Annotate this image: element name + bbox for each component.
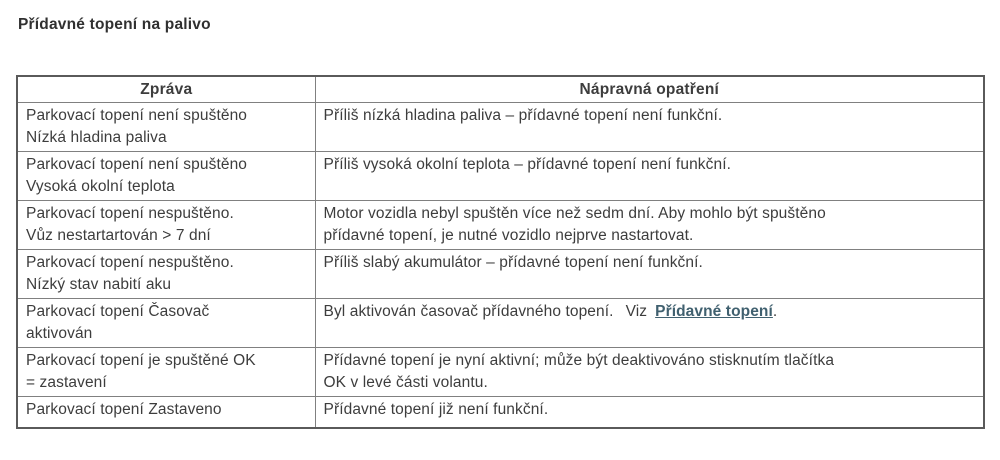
table-row [17,103,984,152]
remedy-cell [315,201,984,250]
remedy-cell [315,103,984,152]
message-cell [17,299,315,348]
message-cell [17,397,315,428]
message-line: Parkovací topení není spuštěno [26,156,248,173]
table-row [17,348,984,397]
remedy-text: Byl aktivován časovač přídavného topení. [323,303,614,320]
message-line: Parkovací topení nespuštěno. [26,205,234,222]
table-row [17,299,984,348]
remedy-cell [315,348,984,397]
message-line: Parkovací topení není spuštěno [26,107,248,124]
link-suffix: . [772,303,778,320]
message-line: Parkovací topení Zastaveno [26,401,222,418]
remedy-line [324,301,976,323]
message-cell [17,250,315,299]
remedy-line: Přídavné topení již není funkční. [323,401,549,418]
message-line: Parkovací topení Časovač [26,303,210,320]
table-row [17,250,984,299]
remedy-line: OK v levé části volantu. [323,374,488,391]
column-header-remedy: Nápravná opatření [315,76,984,103]
remedy-line: Příliš slabý akumulátor – přídavné topení není funkční. [323,254,703,271]
message-line: aktivován [26,325,93,342]
message-cell [17,348,315,397]
page-title: Přídavné topení na palivo [18,16,211,33]
remedy-cell [315,250,984,299]
table-header-row [17,76,984,103]
column-header-message: Zpráva [17,76,315,103]
table-row [17,397,984,428]
remedy-line: Motor vozidla nebyl spuštěn více než sedm dní. Aby mohlo být spuštěno [323,205,826,222]
message-cell [17,152,315,201]
remedy-cell [315,299,984,348]
remedy-line: Přídavné topení je nyní aktivní; může být deaktivováno stisknutím tlačítka [323,352,835,369]
pridavne-topeni-link[interactable]: Přídavné topení [655,303,773,320]
message-line: Parkovací topení nespuštěno. [26,254,234,271]
table-row [17,201,984,250]
message-line: Nízký stav nabití aku [26,276,172,293]
message-line: Vůz nestartartován > 7 dní [26,227,211,244]
remedy-line: přídavné topení, je nutné vozidlo nejprve nastartovat. [323,227,694,244]
message-line: Nízká hladina paliva [26,129,167,146]
viz-label: Viz [625,303,648,320]
remedy-line: Příliš nízká hladina paliva – přídavné topení není funkční. [323,107,723,124]
remedy-cell [315,397,984,428]
table-row [17,152,984,201]
remedy-cell [315,152,984,201]
message-cell [17,103,315,152]
message-line: Parkovací topení je spuštěné OK [26,352,256,369]
heater-messages-table [16,75,985,429]
message-line: = zastavení [26,374,107,391]
remedy-line: Příliš vysoká okolní teplota – přídavné topení není funkční. [323,156,732,173]
message-cell [17,201,315,250]
message-line: Vysoká okolní teplota [26,178,175,195]
